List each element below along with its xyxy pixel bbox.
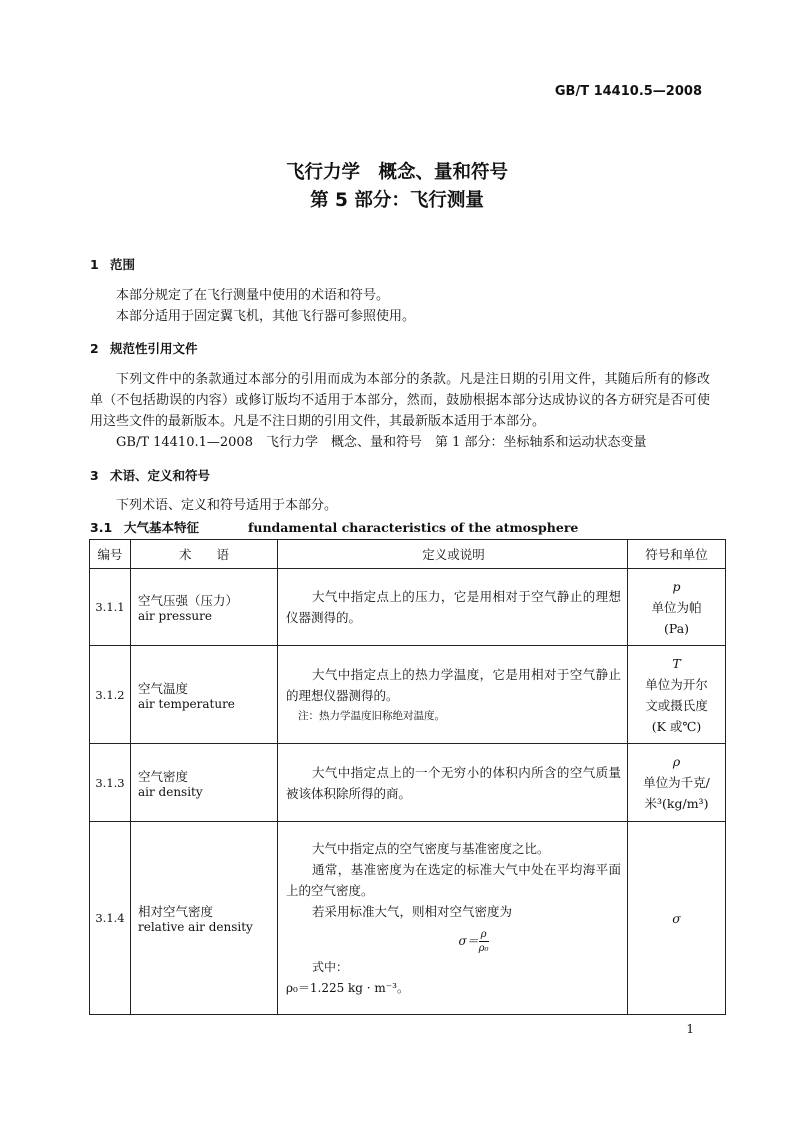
row-term [131,744,278,822]
definition-text: 通常，基准密度为在选定的标准大气中处在平均海平面上的空气密度。 [286,861,621,898]
formula-lhs: σ＝ [458,933,479,948]
doc-title-line2: 第 5 部分：飞行测量 [310,190,484,211]
section-1-heading [90,255,135,273]
section-title-en: fundamental characteristics of the atmosphere [248,520,579,535]
definition-text: 大气中指定点上的热力学温度，它是用相对于空气静止的理想仪器测得的。 [286,666,621,703]
term-cn: 空气压强（压力） [138,593,239,608]
term-en: air density [138,784,203,799]
section-3-heading [90,466,210,484]
row-symbol [628,744,726,822]
section-title-cn: 大气基本特征 [124,520,200,535]
row-definition [278,569,628,646]
unit-line: 单位为开尔 [645,676,708,692]
row-symbol [628,569,726,646]
definition-note: 注：热力学温度旧称绝对温度。 [298,709,445,722]
section-number: 3.1 [90,520,113,535]
unit-line: 单位为千克/ [643,775,710,790]
section-number: 2 [90,341,99,356]
rho0-value: ρ₀＝1.225 kg · m⁻³。 [286,980,409,995]
section-number: 3 [90,468,99,483]
header-definition: 定义或说明 [278,540,628,569]
header-term: 术 语 [131,540,278,569]
section-3-para: 下列术语、定义和符号适用于本部分。 [116,498,338,513]
normative-reference: GB/T 14410.1—2008 飞行力学 概念、量和符号 第 1 部分：坐标轴系和运动状态变量 [116,435,647,450]
section-title: 规范性引用文件 [110,341,198,356]
row-symbol [628,646,726,744]
unit-line: 文或摄氏度 [645,697,708,713]
section-2-heading [90,339,198,357]
where-label: 式中： [312,959,349,974]
symbol: T [672,655,681,671]
table-header-row [90,540,726,569]
section-title: 术语、定义和符号 [110,468,211,483]
unit-line: (K 或℃) [651,718,702,734]
section-1-para-1: 本部分规定了在飞行测量中使用的术语和符号。 [116,288,390,303]
section-2-para: 下列文件中的条款通过本部分的引用而成为本部分的条款。凡是注日期的引用文件，其随后所有的修改单（不包括勘误的内容）或修订版均不适用于本部分，然而，鼓励根据本部分达成协议的各方研究是否可使用这些文件的最新版本。凡是不注日期的引用文件，其最新版本适用于本部分。 [90,372,710,429]
section-1-para-2: 本部分适用于固定翼飞机，其他飞行器可参照使用。 [116,309,416,324]
definition-text: 大气中指定点的空气密度与基准密度之比。 [312,840,550,856]
standard-number: GB/T 14410.5—2008 [554,84,702,99]
formula-numerator: ρ [480,928,487,940]
term-cn: 空气温度 [138,680,189,696]
formula-denominator: ρ₀ [478,942,489,954]
term-cn: 相对空气密度 [138,904,214,919]
row-number: 3.1.4 [90,822,131,1015]
term-en: relative air density [138,920,253,934]
definition-text: 大气中指定点上的压力，它是用相对于空气静止的理想仪器测得的。 [286,589,621,625]
section-number: 1 [90,257,99,272]
unit-line: (Pa) [663,620,690,636]
section-3-1-heading [90,518,578,536]
definitions-table [89,539,726,1015]
row-definition [278,744,628,822]
term-cn: 空气密度 [138,768,189,784]
formula [326,928,621,955]
page-number: 1 [686,1022,694,1036]
symbol: ρ [672,754,681,769]
row-definition [278,822,628,1015]
symbol: p [672,578,681,594]
section-title: 范围 [110,257,136,272]
row-number: 3.1.2 [90,646,131,744]
symbol: σ [672,910,681,926]
definition-text: 大气中指定点上的一个无穷小的体积内所含的空气质量被该体积除所得的商。 [286,764,621,801]
header-symbol: 符号和单位 [628,540,726,569]
row-number: 3.1.1 [90,569,131,646]
term-en: air pressure [138,609,212,623]
table-row [90,569,726,646]
term-en: air temperature [138,696,235,711]
unit-line: 米³(kg/m³) [644,796,709,811]
row-definition [278,646,628,744]
table-row [90,646,726,744]
row-symbol [628,822,726,1015]
table-row [90,744,726,822]
row-term [131,569,278,646]
row-term [131,646,278,744]
unit-line: 单位为帕 [651,599,702,615]
formula-fraction [479,928,489,955]
definition-text: 若采用标准大气，则相对空气密度为 [312,903,513,919]
table-row [90,822,726,1015]
header-number: 编号 [90,540,131,569]
row-number: 3.1.3 [90,744,131,822]
doc-title-line1: 飞行力学 概念、量和符号 [285,162,508,183]
row-term [131,822,278,1015]
